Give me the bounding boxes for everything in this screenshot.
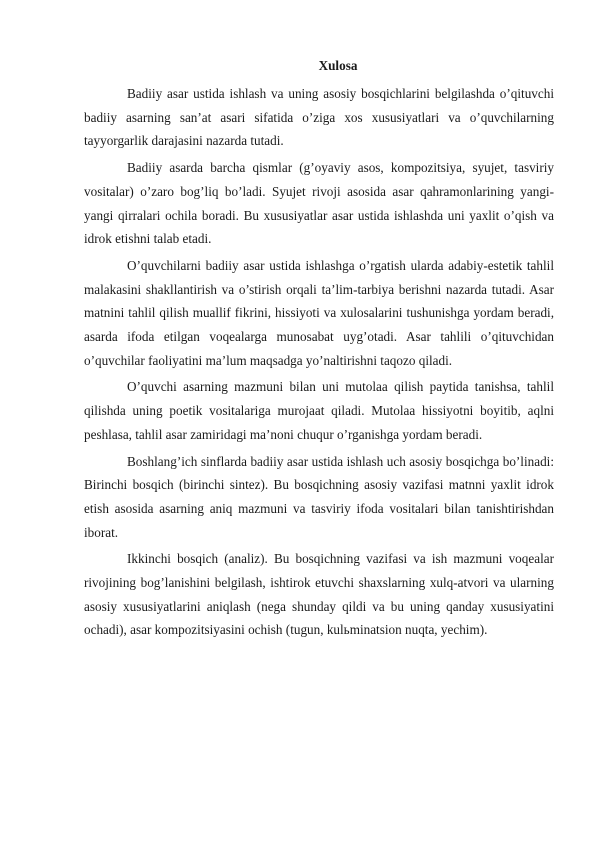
paragraph-4: O’quvchi asarning mazmuni bilan uni mutolaa qilish paytida tanishsa, tahlil qilishda uning poetik vositalariga murojaat qiladi. Mutolaa hissiyotni boyitib, aqlni peshlasa, tahlil asar zamiridagi ma’noni chuqur o’rganishga yordam beradi. (84, 379, 554, 442)
paragraph-5: Boshlang’ich sinflarda badiiy asar ustida ishlash uch asosiy bosqichga bo’linadi: Birinchi bosqich (birinchi sintez). Bu bosqichning asosiy vazifasi matnni yaxlit idrok etish asosida asarning aniq mazmuni va tasviriy ifoda vositalari bilan tanishtirishdan iborat. (84, 453, 554, 540)
document-title: Xulosa (318, 58, 358, 73)
paragraph-1: Badiiy asar ustida ishlash va uning asosiy bosqichlarini belgilashda o’qituvchi badiiy asarning san’at asari sifatida o’ziga xos xususiyatlari va o’quvchilarning tayyorgarlik darajasini nazarda tutadi. (84, 86, 554, 149)
paragraph-3: O’quvchilarni badiiy asar ustida ishlashga o’rgatish ularda adabiy-estetik tahlil malakasini shakllantirish va o’stirish orqali ta’lim-tarbiya berishni nazarda tutadi. Asar matnini tahlil qilish muallif fikrini, hissiyoti va xulosalarini tushunishga yordam beradi, asarda ifoda etilgan voqealarga munosabat uyg’otadi. Asar tahlili o’qituvchidan o’quvchilar faoliyatini ma’lum maqsadga yo’naltirishni taqozo qiladi. (84, 257, 554, 368)
paragraph-2: Badiiy asarda barcha qismlar (g’oyaviy asos, kompozitsiya, syujet, tasviriy vositalar) o’zaro bog’liq bo’ladi. Syujet rivoji asosida asar qahramonlarining yangi-yangi qirralari ochila boradi. Bu xususiyatlar asar ustida ishlashda uni yaxlit o’qish va idrok etishni talab etadi. (84, 160, 554, 247)
document-page (84, 56, 554, 645)
paragraph-6: Ikkinchi bosqich (analiz). Bu bosqichning vazifasi va ish mazmuni voqealar rivojining bog’lanishini belgilash, ishtirok etuvchi shaxslarning xulq-atvori va ularning asosiy xususiyatlarini aniqlash (nega shunday qildi va bu uning qanday xususiyatini ochadi), asar kompozitsiyasini ochish (tugun, kulьminatsion nuqta, yechim). (84, 551, 554, 638)
